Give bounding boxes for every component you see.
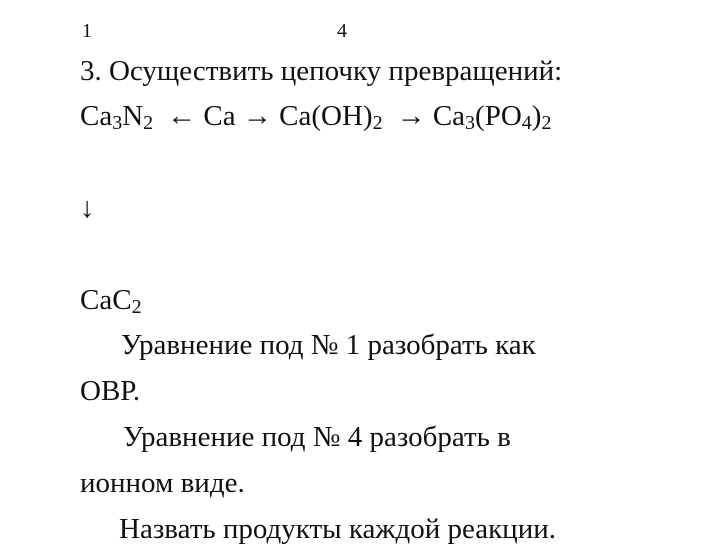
formula-ca3po42: $Ca_3(PO_4)_2$ <box>432 100 552 134</box>
reaction-number-4: 4 <box>337 20 347 42</box>
arrow-down-icon: ↓ <box>80 192 95 224</box>
formula-ca3n2: $Ca_3N_2$ <box>80 100 154 134</box>
formula-ca: Ca <box>203 100 236 132</box>
instruction-1-line-1: Уравнение под № 1 разобрать как <box>121 329 536 361</box>
reaction-number-1: 1 <box>82 20 92 42</box>
instruction-2-line-1: Уравнение под № 4 разобрать в <box>123 421 511 453</box>
formula-cac2: CaC$_2$ <box>80 284 142 318</box>
transformation-chain <box>80 100 552 134</box>
task-title: 3. Осуществить цепочку превращений: <box>80 55 563 87</box>
instruction-1-line-2: ОВР. <box>80 375 141 407</box>
arrow-left-icon: ← <box>167 100 197 132</box>
instruction-2-line-2: ионном виде. <box>80 467 245 499</box>
arrow-right-icon: → <box>242 100 272 132</box>
formula-caoh2: $Ca(OH)_2$ <box>279 100 383 134</box>
instruction-3: Назвать продукты каждой реакции. <box>119 513 556 545</box>
arrow-right-icon: → <box>396 100 426 132</box>
